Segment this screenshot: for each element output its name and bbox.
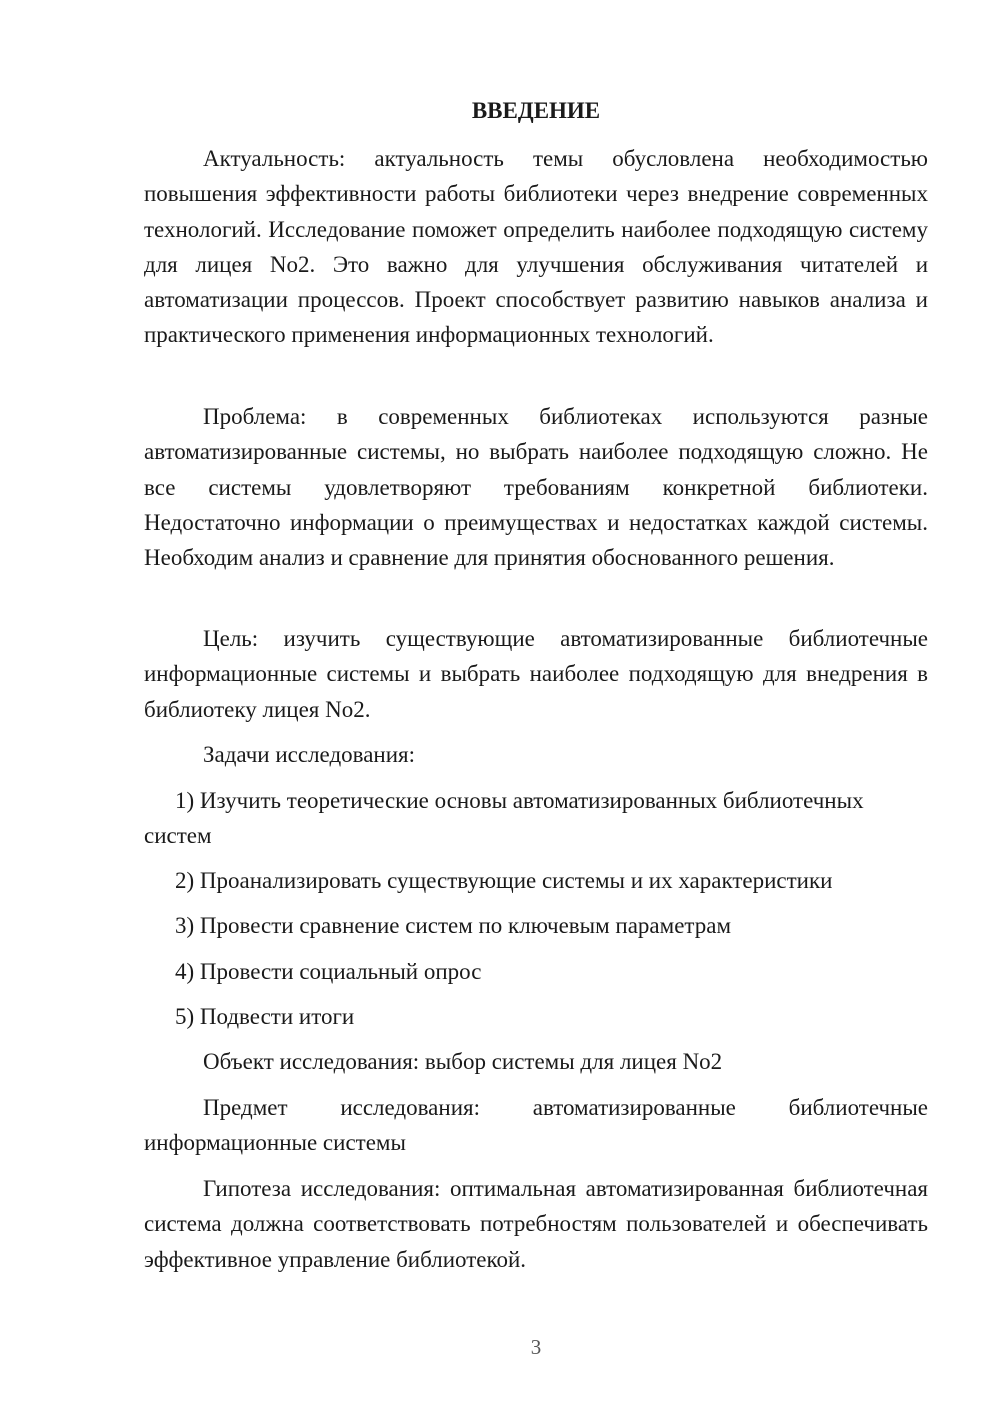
task-item-3: 3) Провести сравнение систем по ключевым параметрам: [175, 913, 731, 938]
research-subject: Предмет исследования: автоматизированные библиотечные информационные системы: [144, 1095, 928, 1156]
tasks-heading: Задачи исследования:: [203, 742, 416, 767]
relevance-paragraph: Актуальность: актуальность темы обусловлена необходимостью повышения эффективности работы библиотеки через внедрение современных технологий. Исследование поможет определить наиболее подходящую систему для лицея No2. Это важно для улучшения обслуживания читателей и автоматизации процессов. Проект способствует развитию навыков анализа и практического применения информационных технологий.: [144, 146, 928, 348]
problem-paragraph: Проблема: в современных библиотеках используются разные автоматизированные системы, но выбрать наиболее подходящую сложно. Не все системы удовлетворяют требованиям конкретной библиотеки. Недостаточно информации о преимуществах и недостатках каждой системы. Необходим анализ и сравнение для принятия обоснованного решения.: [144, 404, 928, 571]
page-number: 3: [530, 1335, 542, 1359]
task-item-1: 1) Изучить теоретические основы автоматизированных библиотечных систем: [144, 788, 864, 849]
research-object: Объект исследования: выбор системы для лицея No2: [203, 1049, 723, 1074]
page-title: ВВЕДЕНИЕ: [471, 98, 601, 123]
goal-paragraph: Цель: изучить существующие автоматизированные библиотечные информационные системы и выбрать наиболее подходящую для внедрения в библиотеку лицея No2.: [144, 626, 928, 722]
task-item-5: 5) Подвести итоги: [175, 1004, 355, 1029]
task-item-4: 4) Провести социальный опрос: [175, 959, 482, 984]
research-hypothesis: Гипотеза исследования: оптимальная автоматизированная библиотечная система должна соответствовать потребностям пользователей и обеспечивать эффективное управление библиотекой.: [144, 1176, 928, 1272]
task-item-2: 2) Проанализировать существующие системы и их характеристики: [175, 868, 833, 893]
